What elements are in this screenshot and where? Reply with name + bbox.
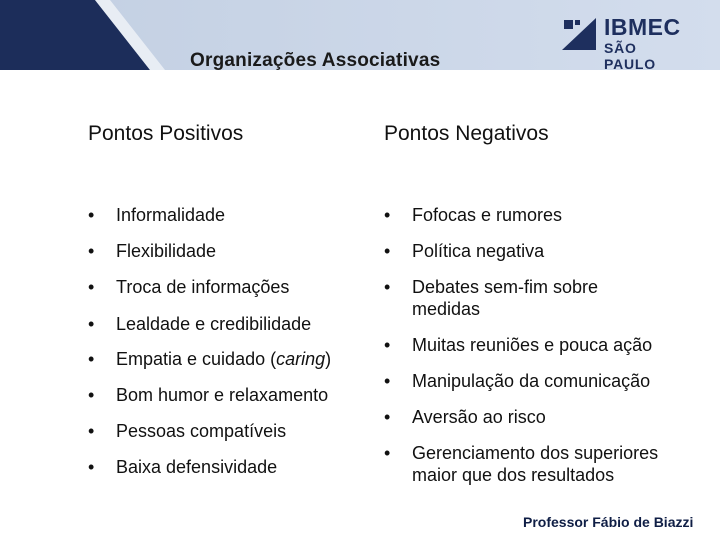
- bullet-icon: •: [384, 443, 391, 463]
- bullet-icon: •: [88, 314, 95, 334]
- bullet-icon: •: [88, 385, 95, 405]
- bullet-icon: •: [384, 335, 391, 355]
- bullet-icon: •: [88, 457, 95, 477]
- bullet-icon: •: [88, 349, 95, 369]
- ibmec-logo: [560, 14, 690, 72]
- ibmec-logo-icon: [560, 14, 598, 52]
- page-title: Organizações Associativas: [190, 50, 441, 71]
- bullet-icon: •: [384, 277, 391, 297]
- bullet-icon: •: [384, 407, 391, 427]
- bullet-icon: •: [88, 205, 95, 225]
- bullet-icon: •: [88, 421, 95, 441]
- logo-subtitle: SÃO PAULO: [604, 40, 656, 72]
- footer-author: Professor Fábio de Biazzi: [523, 514, 694, 530]
- bullet-icon: •: [384, 371, 391, 391]
- bullet-icon: •: [88, 277, 95, 297]
- negatives-heading: Pontos Negativos: [384, 122, 549, 145]
- bullet-icon: •: [384, 241, 391, 261]
- logo-name: IBMEC: [604, 14, 681, 40]
- bullet-icon: •: [384, 205, 391, 225]
- positives-heading: Pontos Positivos: [88, 122, 244, 145]
- bullet-icon: •: [88, 241, 95, 261]
- header-band: [0, 0, 720, 70]
